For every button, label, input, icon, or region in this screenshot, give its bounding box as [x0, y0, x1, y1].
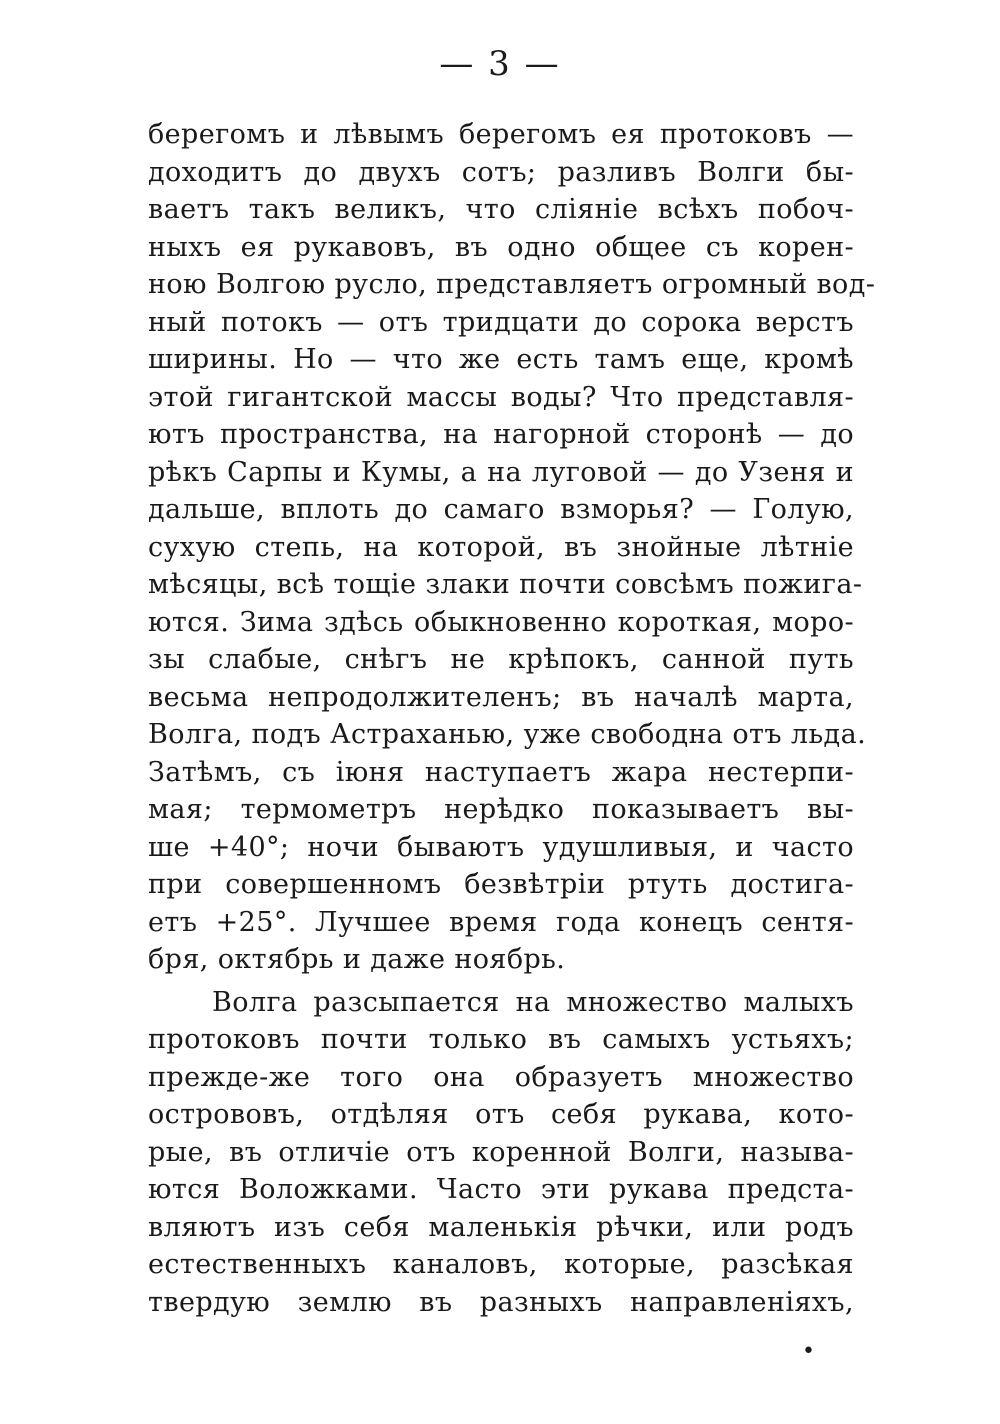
text-line: Волга, подъ Астраханью, уже свободна отъ льда. — [148, 719, 867, 750]
text-line: весьма непродолжителенъ; въ началѣ марта, — [148, 681, 854, 713]
text-line: ный потокъ — отъ тридцати до сорока верстъ — [148, 306, 854, 338]
text-line: дальше, вплоть до самаго взморья? — Голую, — [148, 494, 854, 525]
text-line: протоковъ почти только въ самыхъ устьяхъ; — [148, 1024, 854, 1055]
text-line: рѣкъ Сарпы и Кумы, а на луговой — до Узеня и — [148, 456, 854, 488]
text-line: Затѣмъ, съ іюня наступаетъ жара нестерпи- — [148, 756, 854, 788]
paragraph-1 — [148, 116, 876, 979]
text-line: берегомъ и лѣвымъ берегомъ ея протоковъ — — [148, 119, 854, 150]
text-line: ныхъ ея рукавовъ, въ одно общее съ корен- — [148, 231, 854, 263]
text-line: ше +40°; ночи бываютъ удушливыя, и часто — [148, 831, 854, 863]
body-text — [148, 116, 876, 1321]
text-line: при совершенномъ безвѣтріи ртуть достига- — [148, 869, 854, 900]
text-line: ются Воложками. Часто эти рукава предста- — [148, 1174, 854, 1205]
text-line: ширины. Но — что же есть тамъ еще, кромѣ — [148, 344, 854, 375]
text-line: ютъ пространства, на нагорной сторонѣ — до — [148, 419, 854, 450]
text-line: мая; термометръ нерѣдко показываетъ вы- — [148, 794, 854, 825]
text-line: зы слабые, снѣгъ не крѣпокъ, санной путь — [148, 644, 854, 675]
text-line: сухую степь, на которой, въ знойные лѣтніе — [148, 531, 854, 563]
text-line: Волга разсыпается на множество малыхъ — [212, 986, 854, 1018]
text-line: ваетъ такъ великъ, что сліяніе всѣхъ побоч- — [148, 194, 854, 225]
text-line: прежде-же того она образуетъ множество — [148, 1061, 854, 1093]
text-line: твердую землю въ разныхъ направленіяхъ, — [148, 1286, 854, 1318]
text-line: мѣсяцы, всѣ тощіе злаки почти совсѣмъ пожига- — [148, 569, 863, 600]
text-line: острововъ, отдѣляя отъ себя рукава, кото- — [148, 1099, 854, 1130]
text-line: доходитъ до двухъ сотъ; разливъ Волги бы- — [148, 156, 854, 188]
text-line: вляютъ изъ себя маленькія рѣчки, или родъ — [148, 1211, 854, 1243]
text-line: рые, въ отличіе отъ коренной Волги, называ- — [148, 1136, 854, 1168]
footer-mark: • — [802, 1339, 815, 1364]
text-line: ною Волгою русло, представляетъ огромный вод- — [148, 269, 876, 300]
text-line: етъ +25°. Лучшее время года конецъ сентя- — [148, 906, 854, 938]
paragraph-2 — [148, 984, 854, 1322]
page-number: — 3 — — [439, 44, 561, 84]
text-line: ются. Зима здѣсь обыкновенно короткая, моро- — [148, 606, 854, 638]
text-line: этой гигантской массы воды? Что представля- — [148, 381, 854, 413]
text-line: бря, октябрь и даже ноябрь. — [148, 944, 566, 975]
text-line: естественныхъ каналовъ, которые, разсѣкая — [148, 1249, 854, 1280]
